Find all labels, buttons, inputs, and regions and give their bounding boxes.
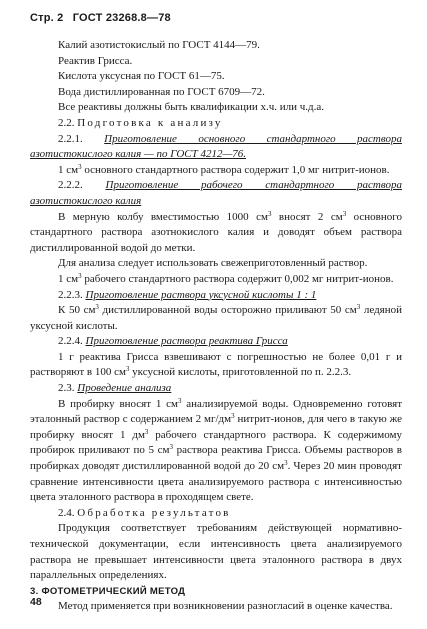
page-number: 48 bbox=[30, 596, 42, 608]
text: уксусной кислоты, приготовленной по п. 2.2.3. bbox=[129, 366, 352, 379]
paragraph bbox=[30, 210, 402, 257]
text: К 50 см bbox=[58, 304, 96, 317]
text: ледяной уксусной кислоты. bbox=[30, 304, 403, 332]
paragraph bbox=[30, 303, 402, 334]
section-title: Приготовление раствора реактива Грисса bbox=[85, 335, 288, 348]
paragraph bbox=[30, 350, 402, 381]
superscript: 3 bbox=[356, 303, 361, 312]
section-number: 2.3. bbox=[58, 382, 75, 395]
section-2-2-1 bbox=[30, 132, 402, 163]
section-2-2-3 bbox=[30, 288, 402, 304]
paragraph bbox=[30, 163, 402, 179]
text: основного стандартного раствора содержит 1,0 мг нитрит-ионов. bbox=[81, 163, 390, 176]
section-number: 2.2. bbox=[58, 116, 75, 129]
section-2-2-heading bbox=[30, 116, 402, 132]
reagent-line: Кислота уксусная по ГОСТ 61—75. bbox=[58, 70, 225, 83]
paragraph: Для анализа следует использовать свежеприготовленный раствор. bbox=[58, 257, 368, 270]
paragraph bbox=[30, 397, 402, 506]
superscript: 3 bbox=[267, 209, 272, 218]
standard-number: ГОСТ 23268.8—78 bbox=[72, 12, 171, 24]
text: В пробирку вносят 1 см bbox=[58, 397, 178, 410]
text: рабочего стандартного раствора. К содержимому пробирок приливают по 5 см bbox=[30, 428, 402, 457]
superscript: 3 bbox=[177, 396, 182, 405]
section-number: 2.2.3. bbox=[58, 288, 83, 301]
section-number: 2.2.2. bbox=[58, 179, 83, 192]
section-2-4 bbox=[30, 506, 402, 522]
text: вносят 2 см bbox=[271, 210, 343, 223]
section-number: 2.2.1. bbox=[58, 132, 83, 145]
reagent-line: Вода дистиллированная по ГОСТ 6709—72. bbox=[58, 85, 265, 98]
section-title: Приготовление рабочего стандартного раствора азотистокислого калия bbox=[30, 179, 402, 207]
superscript: 3 bbox=[284, 459, 288, 468]
page-header bbox=[30, 12, 177, 24]
page-label: Стр. 2 bbox=[30, 12, 64, 24]
superscript: 3 bbox=[78, 271, 82, 280]
paragraph: Продукция соответствует требованиям действующей нормативно-технической документации, если интенсивность цвета анализируемого раствора не превышает интенсивности цвета эталонного раствора в двух параллельных определениях. bbox=[30, 522, 402, 582]
superscript: 3 bbox=[231, 412, 235, 421]
text: основного стандартного раствора азотнокислого калия и доводят объем раствора дистиллированной водой до метки. bbox=[30, 210, 402, 254]
section-title: Обработка результатов bbox=[77, 506, 231, 519]
text: раствора реактива Грисса. Объемы растворов в пробирках доводят дистиллированной водой до 20 см bbox=[30, 444, 402, 473]
text: . Через 20 мин проводят сравнение интенсивности цвета анализируемого раствора с интенсивностью цвета эталонного раствора в проходящем свете. bbox=[30, 460, 402, 504]
superscript: 3 bbox=[144, 427, 149, 436]
paragraph: Метод применяется при возникновении разногласий в оценке качества. bbox=[58, 600, 393, 613]
superscript: 3 bbox=[78, 162, 82, 171]
section-title: Приготовление основного стандартного раствора азотистокислого калия — по ГОСТ 4212—76. bbox=[30, 132, 402, 161]
section-2-3 bbox=[30, 381, 402, 397]
section-title: Приготовление раствора уксусной кислоты 1 : 1 bbox=[85, 288, 317, 301]
section-2-2-2 bbox=[30, 178, 402, 209]
superscript: 3 bbox=[342, 209, 347, 218]
text: В мерную колбу вместимостью 1000 см bbox=[58, 210, 268, 223]
section-2-2-4 bbox=[30, 334, 402, 350]
text: нитрит-ионов, для чего в такую же пробирку вносят 1 дм bbox=[30, 413, 402, 441]
paragraph bbox=[30, 272, 402, 288]
reagent-line: Все реактивы должны быть квалификации х.ч. или ч.д.а. bbox=[58, 101, 325, 114]
text: рабочего стандартного раствора содержит 0,002 мг нитрит-ионов. bbox=[81, 272, 394, 285]
text: дистиллированной воды осторожно приливают 50 см bbox=[98, 304, 357, 317]
text: 1 г реактива Грисса взвешивают с погрешностью не более 0,01 г и растворяют в 100 см bbox=[30, 350, 402, 379]
section-number: 2.2.4. bbox=[58, 335, 83, 348]
section-number: 2.4. bbox=[58, 506, 75, 519]
section-title: Проведение анализа bbox=[77, 382, 172, 395]
reagent-line: Калий азотистокислый по ГОСТ 4144—79. bbox=[58, 39, 260, 51]
section-3-title: 3. ФОТОМЕТРИЧЕСКИЙ МЕТОД bbox=[30, 585, 186, 597]
document-body bbox=[30, 38, 402, 615]
superscript: 3 bbox=[125, 365, 130, 374]
text: 1 см bbox=[58, 163, 79, 176]
superscript: 3 bbox=[169, 443, 173, 452]
text: анализируемой воды. Одновременно готовят эталонный раствор с содержанием 2 мг/дм bbox=[30, 397, 403, 426]
section-title: Подготовка к анализу bbox=[77, 116, 223, 129]
reagent-line: Реактив Грисса. bbox=[58, 54, 133, 67]
superscript: 3 bbox=[95, 303, 99, 312]
text: 1 см bbox=[58, 272, 79, 285]
